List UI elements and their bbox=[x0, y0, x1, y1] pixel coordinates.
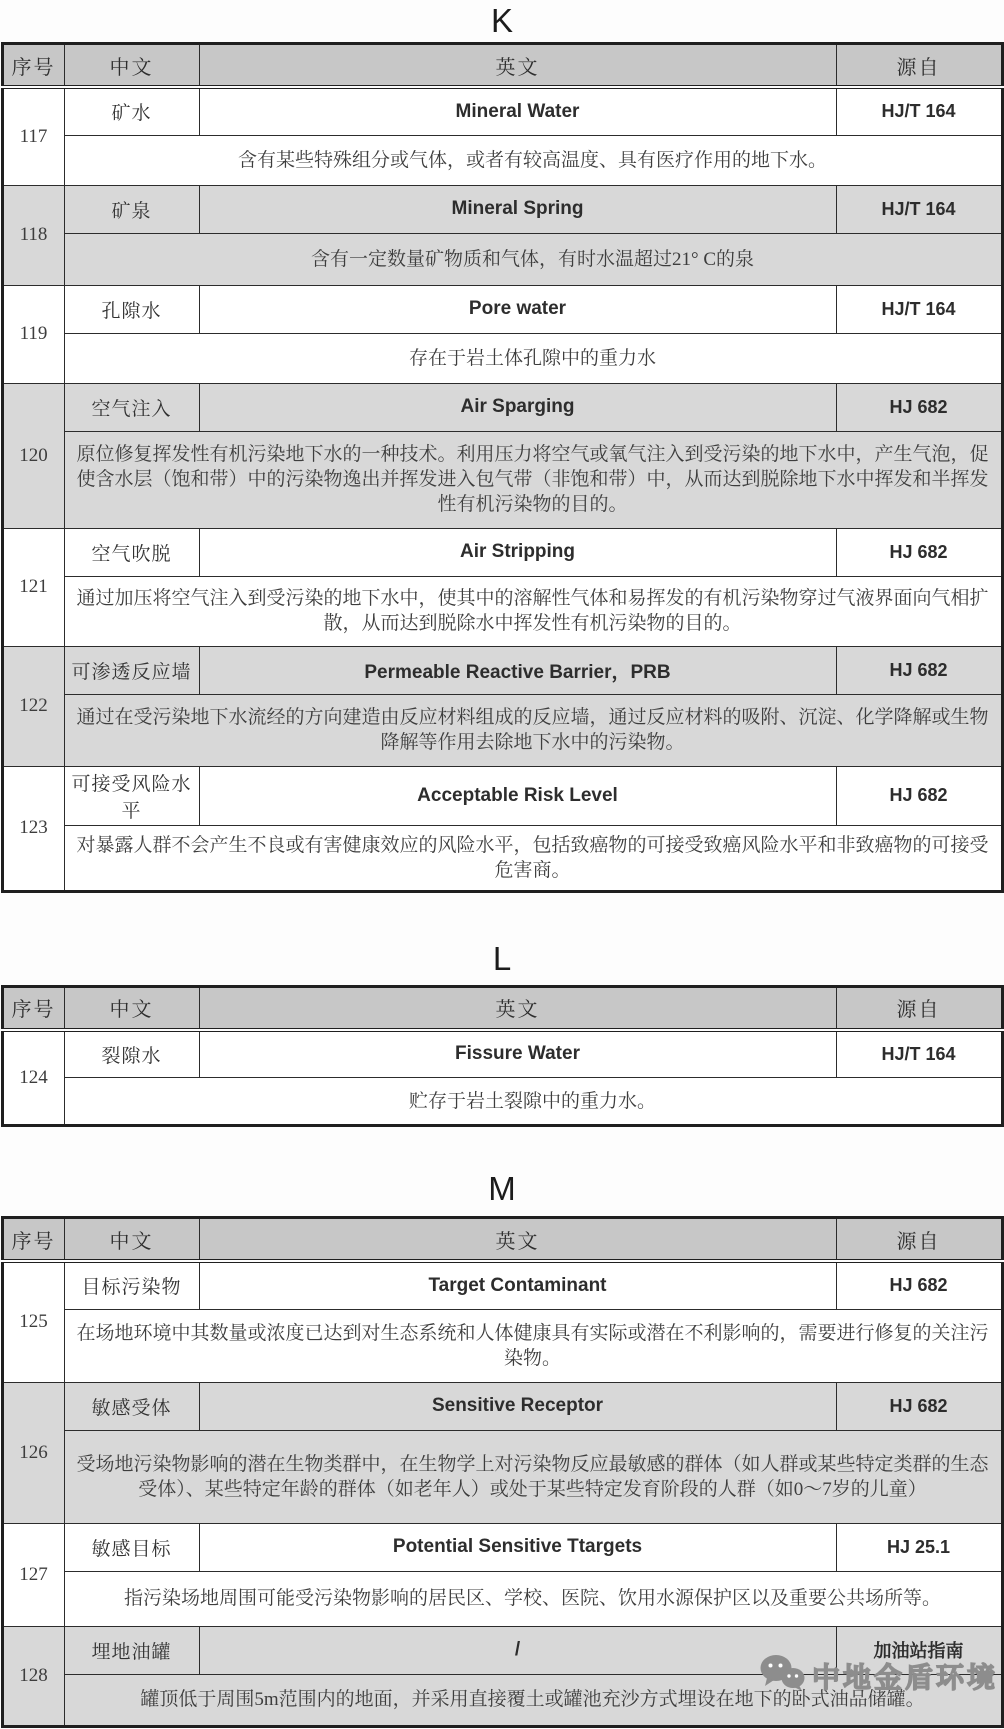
entry-english: Mineral Spring bbox=[199, 185, 836, 233]
watermark bbox=[757, 1653, 998, 1698]
table-row bbox=[2, 694, 1002, 766]
col-header-source: 源自 bbox=[836, 1218, 1002, 1262]
entry-english: Sensitive Receptor bbox=[199, 1382, 836, 1430]
entry-definition: 通过加压将空气注入到受污染的地下水中，使其中的溶解性气体和易挥发的有机污染物穿过气液界面向气相扩散，从而达到脱除水中挥发性有机污染物的目的。 bbox=[64, 576, 1002, 646]
entry-chinese: 可渗透反应墙 bbox=[64, 646, 199, 694]
table-row bbox=[2, 383, 1002, 431]
table-row bbox=[2, 431, 1002, 528]
entry-english: Air Stripping bbox=[199, 528, 836, 576]
entry-number: 119 bbox=[2, 285, 64, 383]
entry-definition: 存在于岩土体孔隙中的重力水 bbox=[64, 333, 1002, 383]
entry-chinese: 矿泉 bbox=[64, 185, 199, 233]
col-header-source: 源自 bbox=[836, 44, 1002, 88]
table-row bbox=[2, 1030, 1002, 1078]
wechat-icon bbox=[757, 1653, 807, 1698]
table-row bbox=[2, 1430, 1002, 1523]
entry-english: Fissure Water bbox=[199, 1030, 836, 1078]
entry-chinese: 裂隙水 bbox=[64, 1030, 199, 1078]
table-row bbox=[2, 766, 1002, 825]
table-row bbox=[2, 1261, 1002, 1309]
col-header-chinese: 中文 bbox=[64, 1218, 199, 1262]
entry-chinese: 敏感受体 bbox=[64, 1382, 199, 1430]
entry-number: 128 bbox=[2, 1626, 64, 1726]
col-header-num: 序号 bbox=[2, 44, 64, 88]
entry-chinese: 矿水 bbox=[64, 87, 199, 135]
entry-chinese: 空气吹脱 bbox=[64, 528, 199, 576]
table-row bbox=[2, 1309, 1002, 1382]
table-row bbox=[2, 528, 1002, 576]
table-row bbox=[2, 646, 1002, 694]
entry-source: HJ 682 bbox=[836, 528, 1002, 576]
entry-number: 122 bbox=[2, 646, 64, 766]
entry-chinese: 孔隙水 bbox=[64, 285, 199, 333]
entry-definition: 受场地污染物影响的潜在生物类群中，在生物学上对污染物反应最敏感的群体（如人群或某些特定类群的生态受体）、某些特定年龄的群体（如老年人）或处于某些特定发育阶段的人群（如0～7岁的儿童） bbox=[64, 1430, 1002, 1523]
entry-definition: 罐顶低于周围5m范围内的地面，并采用直接覆土或罐池充沙方式埋设在地下的卧式油品储罐。 bbox=[64, 1674, 1002, 1726]
table-row bbox=[2, 1523, 1002, 1571]
entry-chinese: 目标污染物 bbox=[64, 1261, 199, 1309]
entry-chinese: 埋地油罐 bbox=[64, 1626, 199, 1674]
entry-number: 121 bbox=[2, 528, 64, 646]
section-m bbox=[0, 1171, 1004, 1728]
col-header-num: 序号 bbox=[2, 1218, 64, 1262]
col-header-chinese: 中文 bbox=[64, 44, 199, 88]
entry-number: 124 bbox=[2, 1030, 64, 1126]
table-row bbox=[2, 285, 1002, 333]
entry-english: Permeable Reactive Barrier，PRB bbox=[199, 646, 836, 694]
entry-chinese: 敏感目标 bbox=[64, 1523, 199, 1571]
entry-number: 127 bbox=[2, 1523, 64, 1626]
watermark-text: 中地金盾环境 bbox=[811, 1661, 998, 1693]
entry-source: HJ 682 bbox=[836, 766, 1002, 825]
table-row bbox=[2, 576, 1002, 646]
entry-source: HJ 682 bbox=[836, 1261, 1002, 1309]
section-k bbox=[0, 3, 1004, 893]
glossary-table-l bbox=[1, 985, 1004, 1128]
table-row bbox=[2, 185, 1002, 233]
entry-definition: 在场地环境中其数量或浓度已达到对生态系统和人体健康具有实际或潜在不利影响的，需要进行修复的关注污染物。 bbox=[64, 1309, 1002, 1382]
entry-number: 120 bbox=[2, 383, 64, 528]
entry-definition: 对暴露人群不会产生不良或有害健康效应的风险水平，包括致癌物的可接受致癌风险水平和非致癌物的可接受危害商。 bbox=[64, 825, 1002, 891]
entry-chinese: 空气注入 bbox=[64, 383, 199, 431]
entry-source: HJ/T 164 bbox=[836, 285, 1002, 333]
entry-number: 117 bbox=[2, 87, 64, 185]
table-row bbox=[2, 825, 1002, 891]
table-row bbox=[2, 333, 1002, 383]
table-header-row bbox=[2, 44, 1002, 88]
section-l bbox=[0, 941, 1004, 1128]
table-row bbox=[2, 135, 1002, 185]
glossary-table-m bbox=[1, 1216, 1004, 1728]
entry-english: Air Sparging bbox=[199, 383, 836, 431]
entry-english: Acceptable Risk Level bbox=[199, 766, 836, 825]
col-header-english: 英文 bbox=[199, 986, 836, 1030]
entry-definition: 含有某些特殊组分或气体，或者有较高温度、具有医疗作用的地下水。 bbox=[64, 135, 1002, 185]
entry-number: 123 bbox=[2, 766, 64, 891]
table-header-row bbox=[2, 1218, 1002, 1262]
section-letter: M bbox=[488, 1170, 516, 1207]
entry-source: 加油站指南 bbox=[836, 1626, 1002, 1674]
entry-source: HJ 682 bbox=[836, 383, 1002, 431]
glossary-table-k bbox=[1, 42, 1004, 893]
entry-definition: 贮存于岩土裂隙中的重力水。 bbox=[64, 1078, 1002, 1126]
entry-english: Potential Sensitive Ttargets bbox=[199, 1523, 836, 1571]
entry-source: HJ 682 bbox=[836, 646, 1002, 694]
entry-english: / bbox=[199, 1626, 836, 1674]
entry-definition: 通过在受污染地下水流经的方向建造由反应材料组成的反应墙，通过反应材料的吸附、沉淀、化学降解或生物降解等作用去除地下水中的污染物。 bbox=[64, 694, 1002, 766]
entry-source: HJ/T 164 bbox=[836, 87, 1002, 135]
col-header-english: 英文 bbox=[199, 1218, 836, 1262]
entry-definition: 含有一定数量矿物质和气体，有时水温超过21° C的泉 bbox=[64, 233, 1002, 285]
table-row bbox=[2, 233, 1002, 285]
entry-source: HJ 25.1 bbox=[836, 1523, 1002, 1571]
table-header-row bbox=[2, 986, 1002, 1030]
entry-english: Target Contaminant bbox=[199, 1261, 836, 1309]
col-header-english: 英文 bbox=[199, 44, 836, 88]
entry-source: HJ 682 bbox=[836, 1382, 1002, 1430]
entry-definition: 指污染场地周围可能受污染物影响的居民区、学校、医院、饮用水源保护区以及重要公共场所等。 bbox=[64, 1571, 1002, 1626]
table-row bbox=[2, 87, 1002, 135]
table-row bbox=[2, 1382, 1002, 1430]
entry-chinese: 可接受风险水平 bbox=[64, 766, 199, 825]
entry-english: Pore water bbox=[199, 285, 836, 333]
col-header-chinese: 中文 bbox=[64, 986, 199, 1030]
entry-number: 125 bbox=[2, 1261, 64, 1382]
table-row bbox=[2, 1078, 1002, 1126]
entry-number: 126 bbox=[2, 1382, 64, 1523]
col-header-num: 序号 bbox=[2, 986, 64, 1030]
entry-number: 118 bbox=[2, 185, 64, 285]
entry-definition: 原位修复挥发性有机污染地下水的一种技术。利用压力将空气或氧气注入到受污染的地下水中，产生气泡，促使含水层（饱和带）中的污染物逸出并挥发进入包气带（非饱和带）中，从而达到脱除地下水中挥发和半挥发性有机污染物的目的。 bbox=[64, 431, 1002, 528]
entry-english: Mineral Water bbox=[199, 87, 836, 135]
entry-source: HJ/T 164 bbox=[836, 1030, 1002, 1078]
col-header-source: 源自 bbox=[836, 986, 1002, 1030]
entry-source: HJ/T 164 bbox=[836, 185, 1002, 233]
section-letter: K bbox=[490, 2, 513, 39]
section-letter: L bbox=[492, 939, 512, 977]
table-row bbox=[2, 1571, 1002, 1626]
